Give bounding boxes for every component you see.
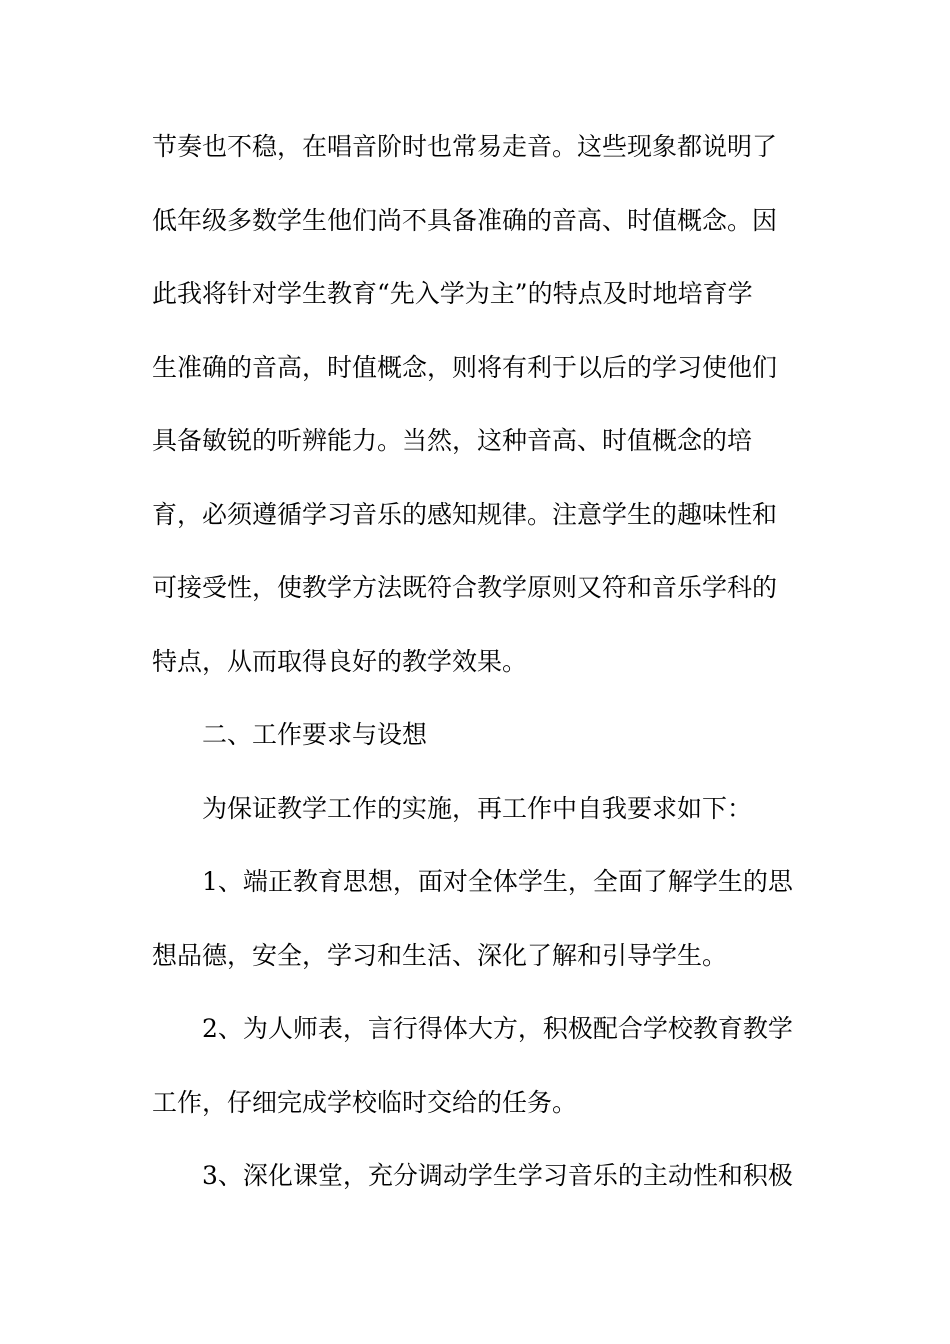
paragraph-line: 生准确的音高，时值概念，则将有利于以后的学习使他们 — [152, 352, 778, 382]
paragraph-line: 特点，从而取得良好的教学效果。 — [152, 646, 528, 676]
paragraph-line: 为保证教学工作的实施，再工作中自我要求如下： — [202, 793, 753, 823]
paragraph-line: 此我将针对学生教育“先入学为主”的特点及时地培育学 — [152, 279, 753, 308]
list-item-line: 想品德，安全，学习和生活、深化了解和引导学生。 — [152, 940, 728, 970]
section-heading: 二、工作要求与设想 — [202, 720, 428, 749]
paragraph-line: 育，必须遵循学习音乐的感知规律。注意学生的趣味性和 — [152, 499, 778, 529]
body-text — [152, 127, 812, 1230]
paragraph-line: 节奏也不稳，在唱音阶时也常易走音。这些现象都说明了 — [152, 132, 778, 161]
list-item-line: 工作，仔细完成学校临时交给的任务。 — [152, 1087, 578, 1117]
list-item-line: 1、端正教育思想，面对全体学生，全面了解学生的思 — [202, 867, 793, 896]
list-item-line: 2、为人师表，言行得体大方，积极配合学校教育教学 — [202, 1014, 793, 1043]
list-item-line: 3、深化课堂，充分调动学生学习音乐的主动性和积极 — [202, 1161, 793, 1190]
paragraph-line: 具备敏锐的听辨能力。当然，这种音高、时值概念的培 — [152, 426, 753, 455]
paragraph-line: 可接受性，使教学方法既符合教学原则又符和音乐学科的 — [152, 573, 778, 602]
paragraph-line: 低年级多数学生他们尚不具备准确的音高、时值概念。因 — [152, 205, 778, 235]
